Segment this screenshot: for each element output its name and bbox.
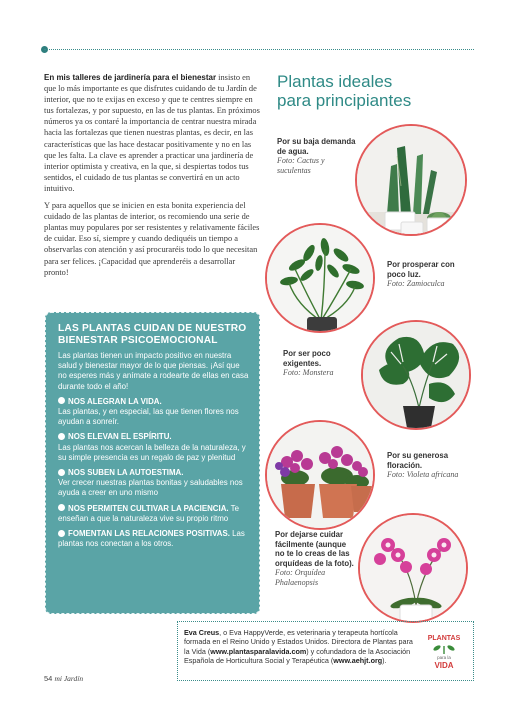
box-item-head: [58, 432, 249, 442]
box-item-head: [58, 529, 249, 549]
plant-photo-monstera: [361, 320, 471, 430]
plant-caption-foto: Foto: Monstera: [283, 368, 334, 378]
plant-caption-foto: Foto: Orquídea Phalaenopsis: [275, 568, 326, 587]
bullet-icon: [58, 397, 65, 404]
plant-caption-orquidea: [275, 530, 355, 588]
plant-caption-violeta: [387, 451, 472, 480]
box-item-text: Las plantas, y en especial, las que tienen flores nos ayudan a sonreír.: [58, 407, 239, 427]
intro-paragraph-2: Y para aquellos que se inicien en esta bonita experiencia del cuidado de las plantas de interior, os recomiendo una serie de plantas muy populares por ser resistentes y relativamente fáciles de cuidar. Eso sí, siempre y cuando dediquéis un tiempo a observarlas con atención y así procuraréis todo lo que necesitan para ser felices. ¡Capacidad que aprenderéis a desarrollar pronto!: [44, 201, 260, 277]
intro-paragraph-1: [44, 72, 260, 194]
box-item-head: [58, 468, 249, 478]
bullet-icon: [58, 433, 65, 440]
plant-photo-orquidea: [358, 513, 468, 623]
author-link-aehjt[interactable]: www.aehjt.org: [333, 656, 383, 666]
box-item-head-text: NOS PERMITEN CULTIVAR LA PACIENCIA.: [68, 503, 229, 513]
box-item-head-text: NOS ELEVAN EL ESPÍRITU.: [68, 432, 172, 442]
box-item-text: Las plantas nos acercan la belleza de la naturaleza, y su simple presencia es un regalo de paz y plenitud: [58, 442, 246, 462]
box-item: [58, 468, 249, 499]
plant-caption-foto: Foto: Cactus y suculentas: [277, 156, 325, 175]
plant-caption-lead: Por dejarse cuidar fácilmente (aunque no te lo creas de las orquídeas de la foto).: [275, 530, 354, 568]
author-text-2: ) y cofundadora de la Asociación Española de Horticultura Social y Terapéutica (: [184, 646, 411, 666]
plant-photo-violeta: [265, 420, 375, 530]
box-item: [58, 504, 249, 524]
cactus-illustration: [357, 126, 467, 236]
bullet-icon: [58, 504, 65, 511]
logo-icon: [421, 630, 467, 672]
plant-caption-foto: Foto: Violeta africana: [387, 470, 459, 480]
logo-word-2: para la: [437, 655, 451, 660]
logo-word-1: PLANTAS: [427, 635, 461, 642]
section-title-line-2: para principiantes: [277, 91, 412, 110]
author-link-plantas[interactable]: www.plantasparalavida.com: [210, 646, 307, 656]
wellbeing-box: [45, 312, 260, 614]
plant-caption-lead: Por prosperar con poco luz.: [387, 260, 455, 279]
intro-lead: En mis talleres de jardinería para el bienestar: [44, 73, 217, 82]
plant-caption-cactus: [277, 137, 357, 175]
box-item-text: Te enseñan a que la naturaleza vive su propio ritmo: [58, 503, 239, 523]
bullet-icon: [58, 530, 65, 537]
plant-caption-zamioculca: [387, 260, 472, 289]
box-item-text: Ver crecer nuestras plantas bonitas y saludables nos ayuda a creer en uno mismo: [58, 478, 243, 498]
violeta-illustration: [267, 422, 375, 530]
author-name: Eva Creus: [184, 628, 220, 637]
plant-caption-lead: Por su generosa floración.: [387, 451, 449, 470]
box-intro: Las plantas tienen un impacto positivo en nuestra salud y bienestar mayor de lo que piensas. ¡Así que no esperes más y anímate a rodearte de ellas en casa durante todo el año!: [58, 351, 249, 391]
box-title: LAS PLANTAS CUIDAN DE NUESTRO BIENESTAR PSICOEMOCIONAL: [58, 323, 247, 346]
section-title-line-1: Plantas ideales: [277, 72, 393, 91]
zamioculca-illustration: [267, 225, 375, 333]
author-bio: [177, 621, 474, 681]
box-item-head-text: NOS ALEGRAN LA VIDA.: [68, 396, 162, 406]
page-number: 54: [44, 674, 53, 683]
magazine-name: mi Jardín: [54, 674, 84, 683]
header-rule: [44, 49, 474, 50]
box-item-head: [58, 397, 249, 407]
plant-caption-foto: Foto: Zamioculca: [387, 279, 445, 289]
bullet-icon: [58, 469, 65, 476]
box-item: [58, 529, 249, 549]
monstera-illustration: [363, 322, 471, 430]
orquidea-illustration: [360, 515, 468, 623]
author-bio-text: [184, 628, 413, 665]
plantas-para-la-vida-logo: [421, 630, 467, 672]
box-item-head-text: NOS SUBEN LA AUTOESTIMA.: [68, 468, 184, 478]
section-title: [277, 72, 477, 110]
plant-caption-lead: Por su baja demanda de agua.: [277, 137, 356, 156]
intro-body-1: insisto en que lo más importante es que disfrutes cuidando de tu Jardín de interior, que no te exijas en exceso y que te centres siempre en tus fortalezas, y por supuesto, en las de tus plantas. En próximos números ya os contaré la importancia de centrar nuestra mirada hacia las fortalezas que tienen nuestras plantas, es decir, en las características que las hace destacar positivamente y no en las que les falta. La clave es aprender a practicar una jardinería de interior optimista y creativa, en la que, si despiertas todos tus sentidos, el cuidado de tus plantas se convertirá en un acto intuitivo.: [44, 73, 260, 193]
plant-caption-lead: Por ser poco exigentes.: [283, 349, 331, 368]
author-text-3: ).: [382, 656, 387, 666]
box-item: [58, 397, 249, 428]
plant-caption-monstera: [283, 349, 359, 378]
plant-photo-zamioculca: [265, 223, 375, 333]
intro-text: [44, 72, 260, 284]
logo-word-3: VIDA: [434, 661, 454, 670]
page-folio: [44, 674, 83, 683]
plant-photo-cactus: [355, 124, 467, 236]
author-text-1: , o Eva HappyVerde, es veterinaria y terapeuta hortícola formada en el Reino Unido y Estados Unidos. Directora de Plantas para la Vida (: [184, 628, 413, 656]
box-item-head-text: FOMENTAN LAS RELACIONES POSITIVAS.: [68, 529, 230, 539]
box-item-head: [58, 504, 249, 524]
box-item-text: Las plantas nos conectan a los otros.: [58, 529, 245, 549]
box-item: [58, 432, 249, 463]
